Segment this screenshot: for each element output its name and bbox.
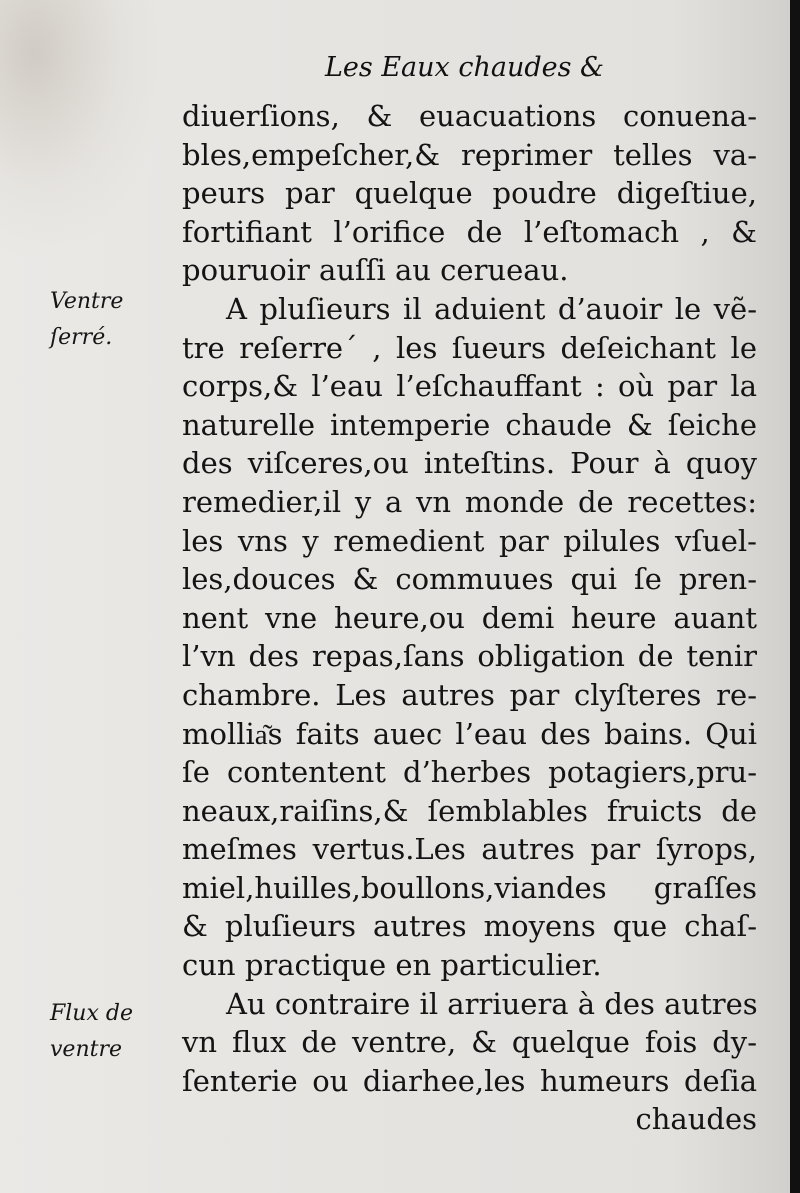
text-line: ſe contentent d’herbes potagiers,pru- [182,755,757,790]
text-line: pouruoir auſſi au cerueau. [182,253,569,288]
text-line: des viſceres,ou inteſtins. Pour à quoy [182,446,757,481]
text-line: remedier,il y a vn monde de recettes: [182,484,757,519]
body-text [182,97,757,1139]
text-line: l’vn des repas,ſans obligation de tenir [182,639,757,674]
margin-note-line: ventre [50,1037,122,1062]
text-line: les vns y remedient par pilules vſuel- [182,523,757,558]
margin-note-line: Ventre [50,289,124,314]
text-line: vn flux de ventre, & quelque fois dy- [182,1025,757,1060]
text-line: chaudes [635,1102,757,1137]
text-line: miel,huilles,boullons,viandes graſſes [182,870,757,905]
text-line: corps,& l’eau l’eſchauffant : où par la [182,369,757,404]
running-head: Les Eaux chaudes & [325,52,605,83]
text-line: chambre. Les autres par clyſteres re- [182,677,757,712]
text-line: cun practique en particulier. [182,948,602,983]
text-line: Au contraire il arriuera à des autres [226,986,758,1021]
text-line: tre reſerre´ , les ſueurs deſeichant le [182,330,757,365]
text-line: mollia͂s faits auec l’eau des bains. Qui [182,716,757,751]
margin-note-flux-de-ventre [50,996,133,1068]
text-line: diuerſions, & euacuations conuena- [182,99,757,133]
text-line: A pluſieurs il aduient d’auoir le vẽ- [226,291,757,326]
text-line: nent vne heure,ou demi heure auant [182,600,757,635]
margin-note-line: Flux de [50,1001,133,1026]
text-line: naturelle intemperie chaude & ſeiche [182,407,757,442]
text-line: neaux,raiſins,& ſemblables fruicts de [182,793,757,828]
margin-note-line: ſerré. [50,325,113,350]
page-gutter [790,0,800,1193]
text-line: les,douces & commuues qui ſe pren- [182,562,757,597]
text-line: & pluſieurs autres moyens que chaſ- [182,909,757,944]
text-line: peurs par quelque poudre digeſtiue, [182,176,757,211]
text-line: meſmes vertus.Les autres par ſyrops, [182,832,757,867]
paper-stain [0,0,170,260]
text-line: bles,empeſcher,& reprimer telles va- [182,137,757,172]
text-line: fortifiant l’orifice de l’eſtomach , & [182,214,757,249]
text-line: ſenterie ou diarhee,les humeurs deſia [182,1063,757,1098]
margin-note-ventre-serre [50,284,123,356]
